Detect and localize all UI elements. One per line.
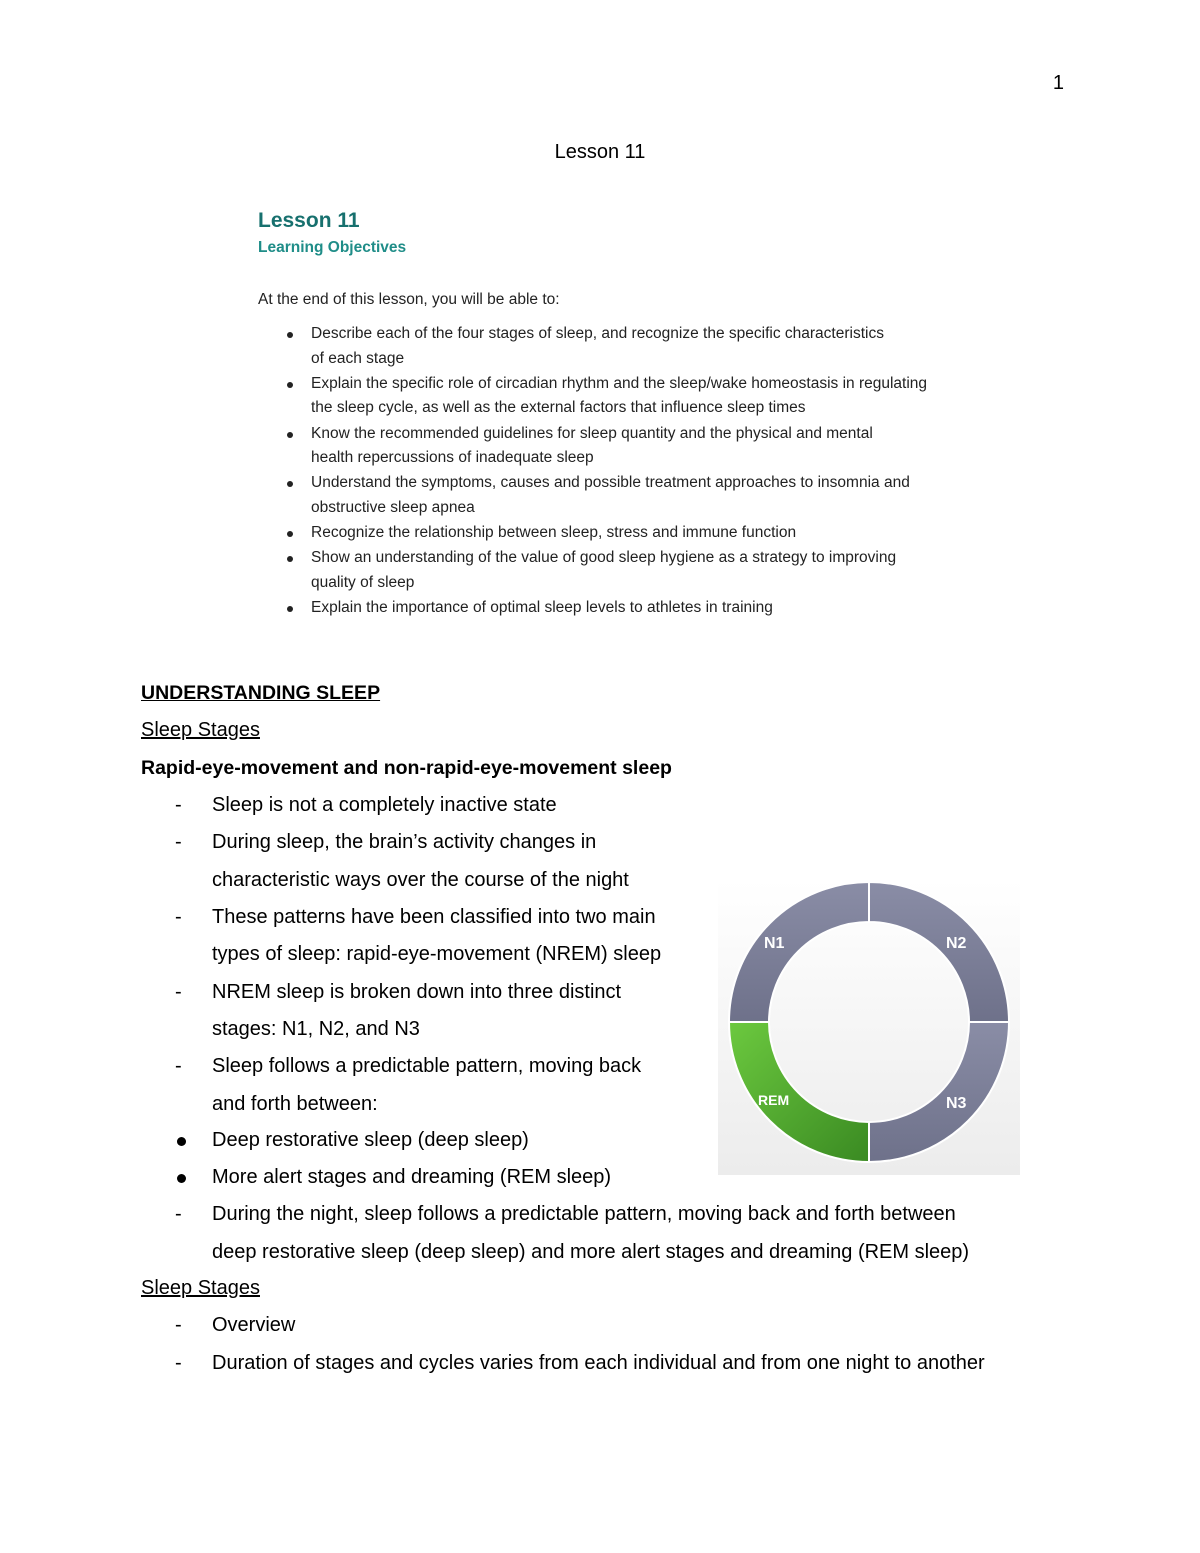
sleep-cycle-ring xyxy=(718,880,1020,1175)
body-line: stages: N1, N2, and N3 xyxy=(212,1018,420,1040)
body-line: During the night, sleep follows a predictable pattern, moving back and forth between xyxy=(212,1203,956,1225)
dash-marker: - xyxy=(175,1352,182,1374)
body-line: Sleep is not a completely inactive state xyxy=(212,794,557,816)
body-line: Sleep follows a predictable pattern, moving back xyxy=(212,1055,642,1077)
dash-marker: - xyxy=(175,1203,182,1225)
label-n3: N3 xyxy=(946,1095,967,1112)
body-line: Duration of stages and cycles varies from each individual and from one night to another xyxy=(212,1352,985,1374)
objectives-intro: At the end of this lesson, you will be able to: xyxy=(258,291,560,308)
objective-item xyxy=(258,546,921,595)
objectives-subheading: Learning Objectives xyxy=(258,239,407,256)
objective-text: Recognize the relationship between sleep, stress and immune function xyxy=(311,524,797,542)
bullet-icon xyxy=(287,531,293,537)
bullet-icon xyxy=(287,481,293,487)
body-line: More alert stages and dreaming (REM sleep) xyxy=(212,1166,612,1188)
objective-text: Know the recommended guidelines for sleep quantity and the physical and mental health repercussions of inadequate sleep xyxy=(311,424,873,467)
bullet-icon xyxy=(287,556,293,562)
bullet-icon xyxy=(177,1137,186,1146)
objective-text: Describe each of the four stages of sleep, and recognize the specific characteristics of each stage xyxy=(311,325,884,367)
objectives-list xyxy=(258,322,978,621)
body-line: During sleep, the brain’s activity changes in xyxy=(212,831,597,853)
dash-marker: - xyxy=(175,794,182,816)
page-number: 1 xyxy=(1052,72,1064,94)
label-n1: N1 xyxy=(764,935,785,952)
objectives-heading: Lesson 11 xyxy=(258,209,360,232)
objective-text: Show an understanding of the value of good sleep hygiene as a strategy to improving quality of sleep xyxy=(311,549,897,591)
sleep-stages-heading-2: Sleep Stages xyxy=(141,1277,260,1299)
body-line: Deep restorative sleep (deep sleep) xyxy=(212,1129,529,1151)
rem-nrem-heading: Rapid-eye-movement and non-rapid-eye-movement sleep xyxy=(141,757,672,779)
objective-item xyxy=(258,372,941,421)
objective-item xyxy=(258,596,951,621)
bullet-icon xyxy=(177,1174,186,1183)
body-line: types of sleep: rapid-eye-movement (NREM) sleep xyxy=(212,943,662,965)
objective-text: Explain the importance of optimal sleep levels to athletes in training xyxy=(311,599,773,617)
body-line: NREM sleep is broken down into three distinct xyxy=(212,981,622,1003)
dash-marker: - xyxy=(175,981,182,1003)
sleep-stages-heading: Sleep Stages xyxy=(141,719,260,741)
body-line: characteristic ways over the course of the night xyxy=(212,869,629,891)
objective-item xyxy=(258,422,911,471)
body-line: Overview xyxy=(212,1314,296,1336)
body-line: These patterns have been classified into two main xyxy=(212,906,656,928)
document-title: Lesson 11 xyxy=(554,141,646,163)
sleep-cycle-diagram xyxy=(718,880,1020,1175)
bullet-icon xyxy=(287,606,293,612)
dash-marker: - xyxy=(175,1314,182,1336)
objective-item xyxy=(258,521,951,546)
dash-marker: - xyxy=(175,1055,182,1077)
bullet-icon xyxy=(287,382,293,388)
objective-text: Understand the symptoms, causes and possible treatment approaches to insomnia and obstructive sleep apnea xyxy=(311,474,910,516)
body-line: and forth between: xyxy=(212,1093,378,1115)
dash-marker: - xyxy=(175,906,182,928)
body-line: deep restorative sleep (deep sleep) and more alert stages and dreaming (REM sleep) xyxy=(212,1241,970,1263)
section-heading: UNDERSTANDING SLEEP xyxy=(141,682,381,704)
learning-objectives-box xyxy=(258,206,978,621)
bullet-icon xyxy=(287,332,293,338)
label-n2: N2 xyxy=(946,935,967,952)
objective-item xyxy=(258,322,886,371)
objective-item xyxy=(258,471,911,520)
label-rem: REM xyxy=(758,1092,790,1108)
objective-text: Explain the specific role of circadian rhythm and the sleep/wake homeostasis in regulating the sleep cycle, as well as the external factors that influence sleep times xyxy=(311,374,928,417)
dash-marker: - xyxy=(175,831,182,853)
bullet-icon xyxy=(287,432,293,438)
